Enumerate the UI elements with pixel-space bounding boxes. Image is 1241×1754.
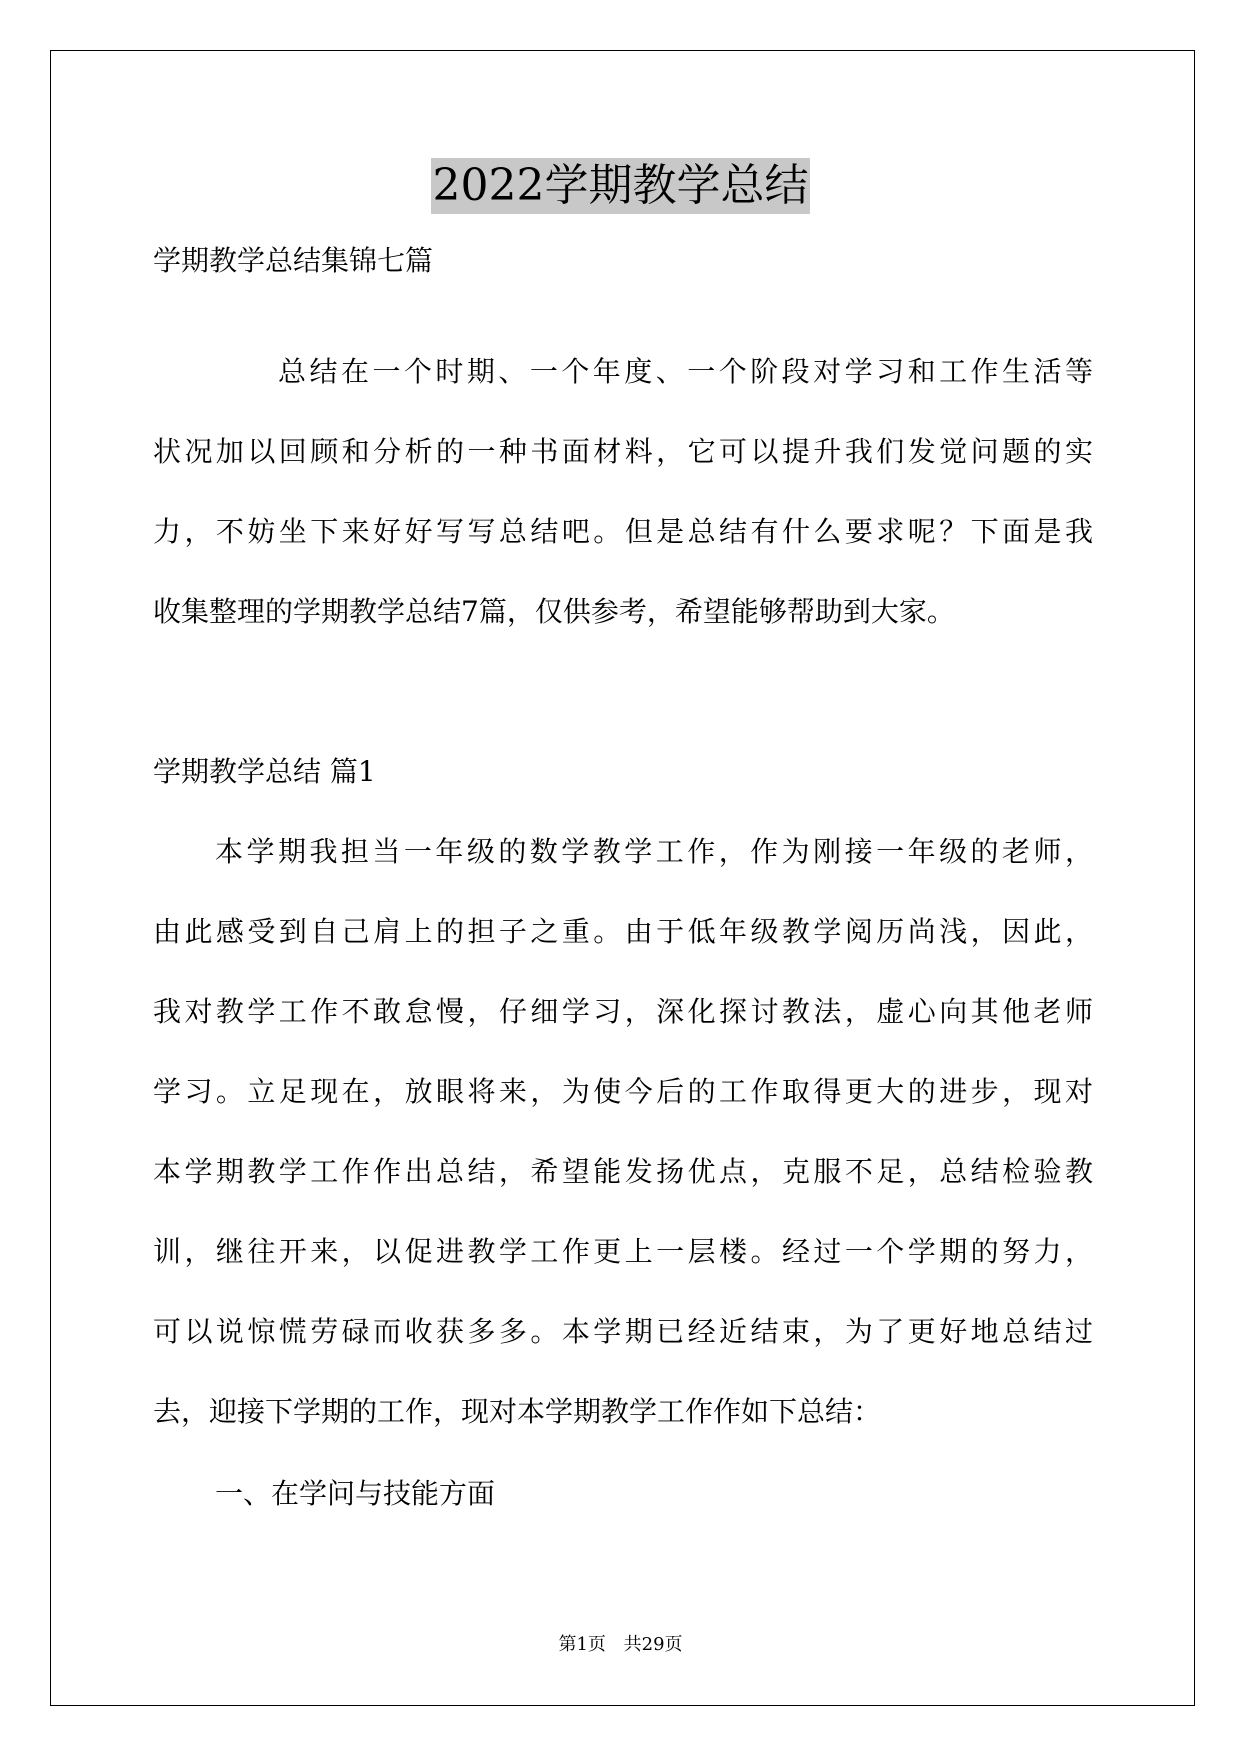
page-border: [50, 50, 1195, 1706]
page-number: 第1页: [558, 1634, 606, 1655]
subheading: 一、在学问与技能方面: [215, 1477, 496, 1510]
body-line: 本学期教学工作作出总结，希望能发扬优点，克服不足，总结检验教: [153, 1155, 1093, 1188]
intro-line: 力，不妨坐下来好好写写总结吧。但是总结有什么要求呢？下面是我: [153, 515, 1093, 548]
body-line: 我对教学工作不敢怠慢，仔细学习，深化探讨教法，虚心向其他老师: [153, 995, 1093, 1028]
page-footer: [0, 1630, 1241, 1656]
intro-line: 状况加以回顾和分析的一种书面材料，它可以提升我们发觉问题的实: [153, 435, 1093, 468]
body-line: 学习。立足现在，放眼将来，为使今后的工作取得更大的进步，现对: [153, 1075, 1093, 1108]
body-line: 训，继往开来，以促进教学工作更上一层楼。经过一个学期的努力，: [153, 1235, 1093, 1268]
body-line: 可以说惊慌劳碌而收获多多。本学期已经近结束，为了更好地总结过: [153, 1315, 1093, 1348]
body-line: 由此感受到自己肩上的担子之重。由于低年级教学阅历尚浅，因此，: [153, 915, 1093, 948]
page-total: 共29页: [623, 1634, 683, 1655]
section-heading: 学期教学总结 篇1: [153, 755, 376, 788]
document-title: 2022学期教学总结: [431, 158, 811, 214]
intro-line: 总结在一个时期、一个年度、一个阶段对学习和工作生活等: [278, 355, 1093, 388]
body-line: 去，迎接下学期的工作，现对本学期教学工作作如下总结：: [153, 1395, 882, 1428]
subtitle: 学期教学总结集锦七篇: [153, 244, 434, 277]
title-container: [0, 158, 1241, 214]
body-line: 本学期我担当一年级的数学教学工作，作为刚接一年级的老师，: [215, 835, 1093, 868]
intro-line: 收集整理的学期教学总结7篇，仅供参考，希望能够帮助到大家。: [153, 595, 955, 628]
